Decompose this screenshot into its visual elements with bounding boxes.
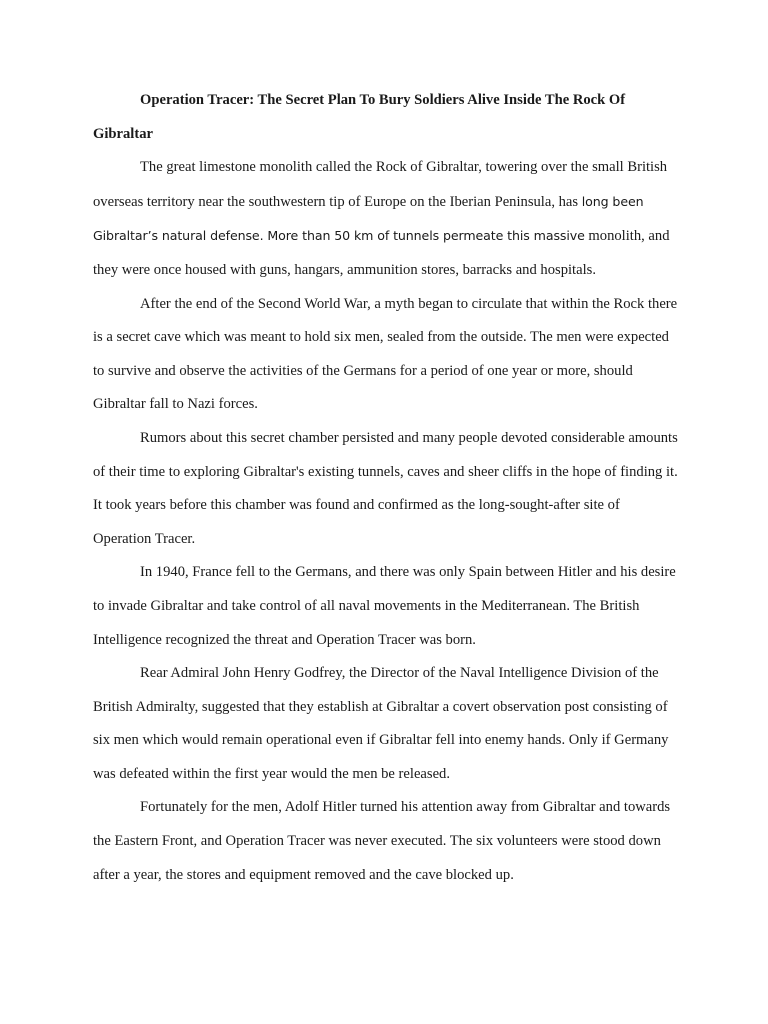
paragraph-4: In 1940, France fell to the Germans, and there was only Spain between Hitler and his desire to invade Gibraltar and take control of all naval movements in the Mediterranean. The British Intelligence recognized the threat and Operation Tracer was born. — [93, 564, 676, 648]
document-page — [93, 84, 678, 892]
paragraph-1-text-start: The great limestone monolith called the Rock of Gibraltar, towering over the small British overseas territory near the southwestern tip of Europe on the Iberian Peninsula, has — [93, 159, 668, 210]
paragraph-2: After the end of the Second World War, a myth began to circulate that within the Rock there is a secret cave which was meant to hold six men, sealed from the outside. The men were expected to survive and observe the activities of the Germans for a period of one year or more, should Gibraltar fall to Nazi forces. — [93, 295, 678, 413]
paragraph-1-text-end: monolith, and they were once housed with guns, hangars, ammunition stores, barracks and hospitals. — [93, 228, 670, 278]
document-title: Operation Tracer: The Secret Plan To Bury Soldiers Alive Inside The Rock Of Gibraltar — [93, 92, 626, 142]
paragraph-1 — [93, 151, 678, 287]
paragraph-3: Rumors about this secret chamber persisted and many people devoted considerable amounts of their time to exploring Gibraltar's existing tunnels, caves and sheer cliffs in the hope of finding it. It took years before this chamber was found and confirmed as the long-sought-after site of Operation Tracer. — [93, 429, 678, 547]
paragraph-5: Rear Admiral John Henry Godfrey, the Director of the Naval Intelligence Division of the British Admiralty, suggested that they establish at Gibraltar a covert observation post consisting of six men which would remain operational even if Gibraltar fell into enemy hands. Only if Germany was defeated within the first year would the men be released. — [93, 665, 669, 782]
paragraph-6: Fortunately for the men, Adolf Hitler turned his attention away from Gibraltar and towards the Eastern Front, and Operation Tracer was never executed. The six volunteers were stood down after a year, the stores and equipment removed and the cave blocked up. — [93, 799, 671, 883]
paragraph-1-alt-font-run: long been Gibraltar’s natural defense. More than 50 km of tunnels permeate this massive — [93, 193, 644, 244]
